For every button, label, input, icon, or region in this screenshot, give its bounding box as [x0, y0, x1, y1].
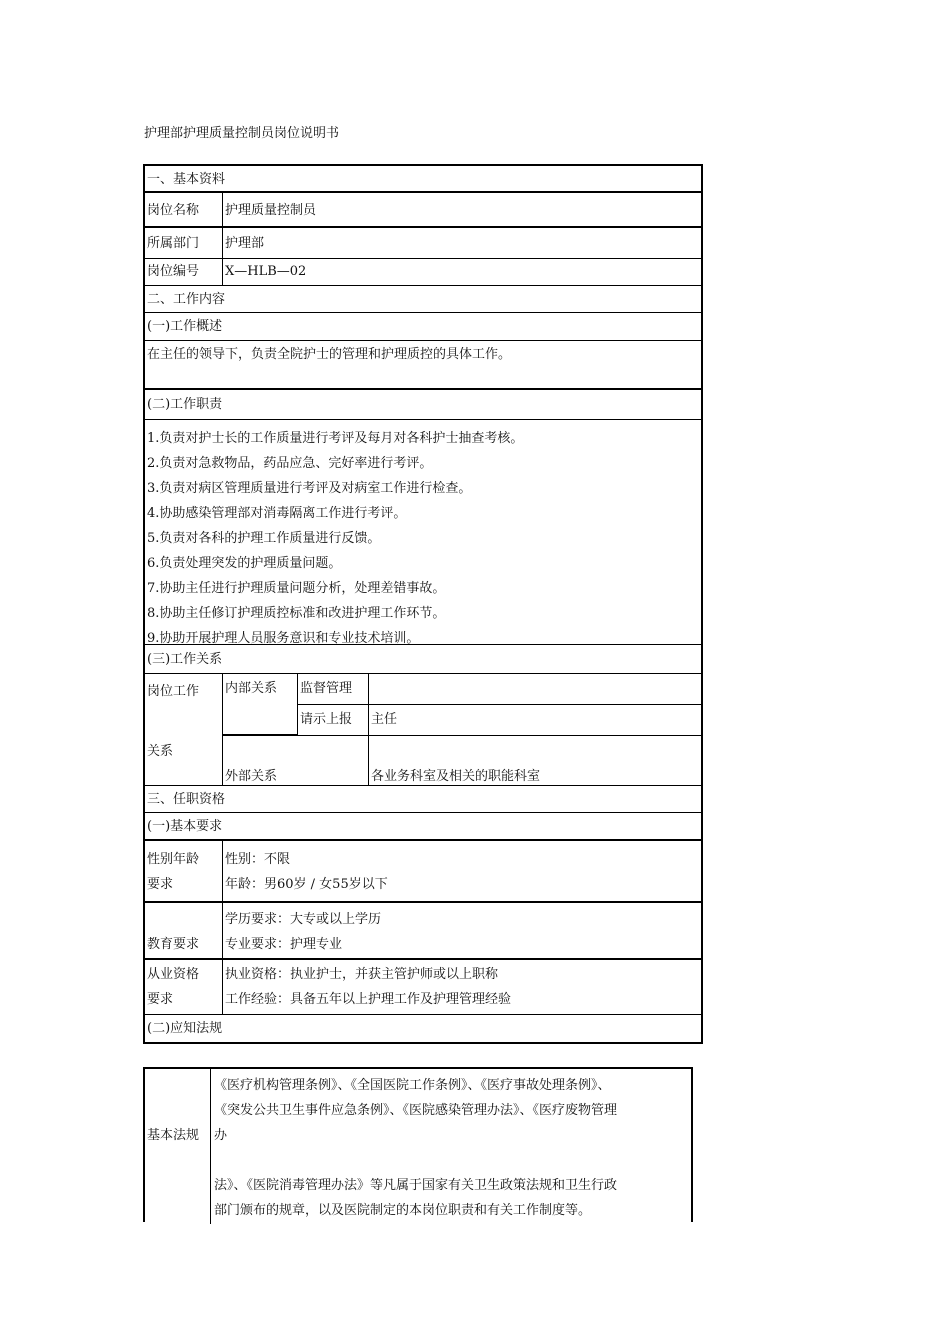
duty-item: 8.协助主任修订护理质控标准和改进护理工作环节。 — [147, 606, 446, 621]
supervise-label: 监督管理 — [298, 674, 369, 705]
license-line: 执业资格：执业护士，并获主管护师或以上职称 — [225, 967, 499, 982]
supervise-value — [369, 674, 701, 705]
laws-header: (二)应知法规 — [147, 1021, 223, 1036]
value-department: 护理部 — [225, 236, 265, 251]
laws-content — [211, 1069, 691, 1224]
overview-header: (一)工作概述 — [145, 313, 701, 341]
internal-relation-label: 内部关系 — [223, 674, 298, 735]
label-position-name: 岗位名称 — [145, 193, 223, 226]
laws-line: 法》、《医院消毒管理办法》等凡属于国家有关卫生政策法规和卫生行政 — [214, 1178, 618, 1193]
duties-header: (二)工作职责 — [145, 390, 701, 420]
duty-item: 4.协助感染管理部对消毒隔离工作进行考评。 — [147, 506, 407, 521]
duty-item: 5.负责对各科的护理工作质量进行反馈。 — [147, 531, 381, 546]
label-education: 教育要求 — [145, 903, 223, 958]
education-line: 学历要求：大专或以上学历 — [225, 912, 382, 927]
external-relation-value: 各业务科室及相关的职能科室 — [369, 735, 701, 786]
value-position-code: X—HLB—02 — [225, 264, 307, 279]
report-label: 请示上报 — [298, 705, 369, 735]
basic-req-header: (一)基本要求 — [145, 813, 701, 841]
experience-line: 工作经验：具备五年以上护理工作及护理管理经验 — [225, 992, 512, 1007]
major-line: 专业要求：护理专业 — [225, 937, 343, 952]
row-position-name — [145, 193, 701, 228]
gender-line: 性别：不限 — [225, 852, 291, 867]
age-line: 年龄：男60岁 / 女55岁以下 — [225, 877, 388, 892]
duty-item: 2.负责对急救物品，药品应急、完好率进行考评。 — [147, 456, 433, 471]
relations-label-bottom: 关系 — [147, 744, 174, 759]
section-work-header: 二、工作内容 — [145, 286, 701, 313]
overview-text: 在主任的领导下，负责全院护士的管理和护理质控的具体工作。 — [145, 341, 701, 390]
row-department — [145, 228, 701, 259]
label-license — [145, 960, 223, 1014]
value-gender-age — [223, 841, 701, 901]
duty-item: 3.负责对病区管理质量进行考评及对病室工作进行检查。 — [147, 481, 472, 496]
report-value: 主任 — [371, 712, 398, 727]
label-department: 所属部门 — [145, 228, 223, 258]
row-position-code — [145, 259, 701, 286]
relations-label-top: 岗位工作 — [147, 684, 200, 699]
value-position-name: 护理质量控制员 — [225, 203, 317, 218]
relations-block — [145, 674, 701, 786]
external-relation-label: 外部关系 — [223, 735, 369, 786]
laws-line: 部门颁布的规章，以及医院制定的本岗位职责和有关工作制度等。 — [214, 1203, 592, 1218]
laws-label: 基本法规 — [145, 1069, 211, 1224]
label-gender-age — [145, 841, 223, 901]
laws-line: 《医疗机构管理条例》、《全国医院工作条例》、《医疗事故处理条例》、 — [214, 1078, 611, 1093]
section-basic-header: 一、基本资料 — [145, 166, 701, 193]
laws-line: 《突发公共卫生事件应急条例》、《医院感染管理办法》、《医疗废物管理 — [214, 1103, 618, 1118]
laws-line: 办 — [214, 1128, 228, 1143]
page-title: 护理部护理质量控制员岗位说明书 — [144, 126, 340, 141]
label-gender-age-2: 要求 — [147, 877, 174, 892]
value-license — [223, 960, 701, 1014]
row-education — [145, 903, 701, 960]
section-qual-header: 三、任职资格 — [145, 786, 701, 813]
duty-item: 9.协助开展护理人员服务意识和专业技术培训。 — [147, 631, 420, 646]
job-description-table — [143, 164, 703, 1044]
label-position-code: 岗位编号 — [145, 259, 223, 285]
value-education — [223, 903, 701, 958]
label-license-1: 从业资格 — [147, 967, 200, 982]
relations-label-cell — [145, 674, 223, 786]
duty-item: 1.负责对护士长的工作质量进行考评及每月对各科护士抽查考核。 — [147, 431, 524, 446]
row-license — [145, 960, 701, 1015]
duty-item: 6.负责处理突发的护理质量问题。 — [147, 556, 342, 571]
duties-list — [145, 420, 701, 645]
label-gender-age-1: 性别年龄 — [147, 852, 200, 867]
duty-item: 7.协助主任进行护理质量问题分析，处理差错事故。 — [147, 581, 446, 596]
row-gender-age — [145, 841, 701, 903]
laws-table — [143, 1067, 693, 1222]
relations-header: (三)工作关系 — [145, 645, 701, 674]
label-license-2: 要求 — [147, 992, 174, 1007]
